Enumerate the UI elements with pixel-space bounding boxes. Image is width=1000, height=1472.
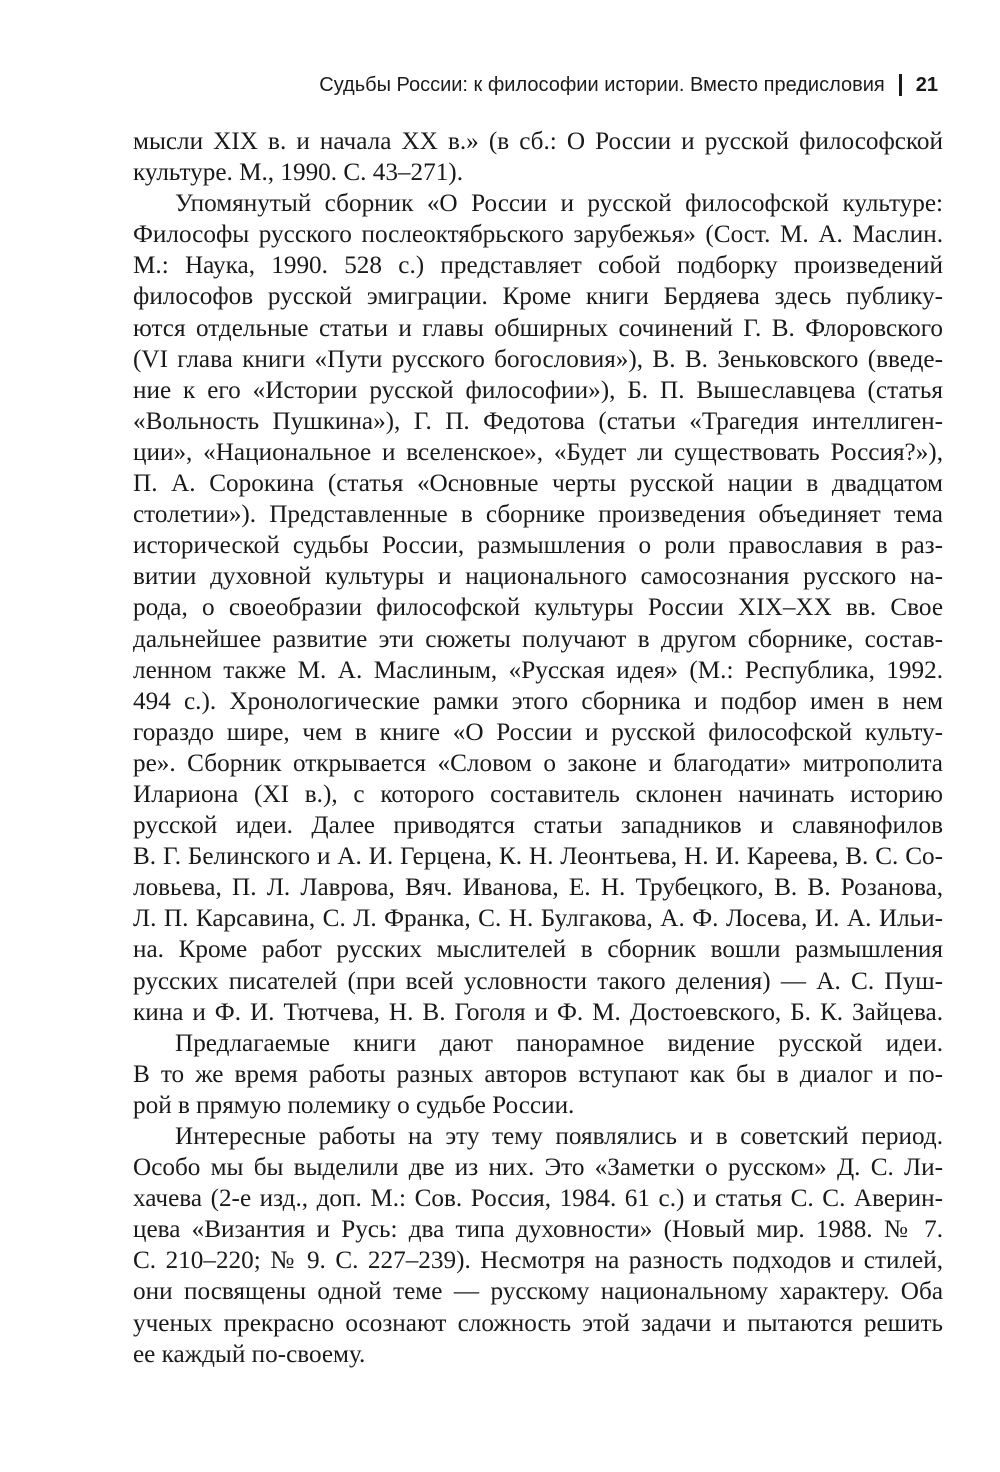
text-line: мысли XIX в. и начала XX в.» (в сб.: О России и русской философской (133, 128, 943, 155)
text-line: витии духовной культуры и национального самосознания русского на- (133, 563, 943, 591)
text-line: (VI глава книги «Пути русского богословия»), В. В. Зеньковского (введе- (133, 345, 943, 373)
text-line: хачева (2-е изд., доп. М.: Сов. Россия, 1984. 61 с.) и статья С. С. Аверин- (133, 1185, 943, 1213)
running-title: Судьбы России: к философии истории. Вместо предисловия (319, 73, 885, 96)
page-body (133, 126, 943, 1370)
text-line: ее каждый по-своему. (133, 1340, 366, 1368)
text-line: ние к его «Истории русской философии»), Б. П. Вышеславцева (статья (133, 376, 943, 404)
paragraph-start-line: Упомянутый сборник «О России и русской философской культуре: (175, 190, 943, 218)
text-line: В. Г. Белинского и А. И. Герцена, К. Н. Леонтьева, Н. И. Кареева, В. С. Со- (133, 843, 943, 871)
paragraph-start-line: Предлагаемые книги дают панорамное видение русской идеи. (175, 1029, 943, 1057)
text-line: С. 210–220; № 9. С. 227–239). Несмотря на разность подходов и стилей, (133, 1247, 943, 1275)
text-line: 494 с.). Хронологические рамки этого сборника и подбор имен в нем (133, 687, 943, 715)
text-line: исторической судьбы России, размышления о роли православия в раз- (133, 532, 943, 560)
text-line: «Вольность Пушкина»), Г. П. Федотова (статьи «Трагедия интеллиген- (133, 407, 943, 435)
header-separator (899, 74, 902, 96)
text-line: рода, о своеобразии философской культуры России XIX–XX вв. Свое (133, 594, 943, 622)
text-line: кина и Ф. И. Тютчева, Н. В. Гоголя и Ф. М. Достоевского, Б. К. Зайцева. (133, 998, 943, 1026)
text-line: на. Кроме работ русских мыслителей в сборник вошли размышления (133, 936, 943, 964)
text-line: культуре. М., 1990. С. 43–271). (133, 159, 463, 187)
text-line: ловьева, П. Л. Лаврова, Вяч. Иванова, Е. Н. Трубецкого, В. В. Розанова, (133, 874, 943, 902)
text-line: русских писателей (при всей условности такого деления) — А. С. Пуш- (133, 967, 943, 995)
text-line: дальнейшее развитие эти сюжеты получают в другом сборнике, состав- (133, 625, 943, 653)
text-line: русской идеи. Далее приводятся статьи западников и славянофилов (133, 812, 943, 840)
text-line: ученых прекрасно осознают сложность этой задачи и пытаются решить (133, 1309, 943, 1337)
text-line: П. А. Сорокина (статья «Основные черты русской нации в двадцатом (133, 470, 943, 498)
text-line: ленном также М. А. Маслиным, «Русская идея» (М.: Республика, 1992. (133, 656, 943, 684)
text-line: ции», «Национальное и вселенское», «Будет ли существовать Россия?»), (133, 438, 943, 466)
running-header (130, 70, 938, 100)
text-line: Л. П. Карсавина, С. Л. Франка, С. Н. Булгакова, А. Ф. Лосева, И. А. Ильи- (133, 905, 943, 933)
text-line: ются отдельные статьи и главы обширных сочинений Г. В. Флоровского (133, 314, 943, 342)
text-line: философов русской эмиграции. Кроме книги Бердяева здесь публику- (133, 283, 943, 311)
text-line: ре». Сборник открывается «Словом о законе и благодати» митрополита (133, 749, 943, 777)
text-line: столетии»). Представленные в сборнике произведения объединяет тема (133, 501, 943, 529)
page-number: 21 (915, 73, 938, 96)
paragraph-start-line: Интересные работы на эту тему появлялись и в советский период. (175, 1123, 943, 1150)
text-line: В то же время работы разных авторов вступают как бы в диалог и по- (133, 1060, 943, 1088)
text-line: Илариона (XI в.), с которого составитель склонен начинать историю (133, 780, 943, 808)
text-line: М.: Наука, 1990. 528 с.) представляет собой подборку произведений (133, 252, 943, 280)
text-line: Философы русского послеоктябрьского зарубежья» (Сост. М. А. Маслин. (133, 221, 943, 249)
text-line: гораздо шире, чем в книге «О России и русской философской культу- (133, 718, 943, 746)
text-line: они посвящены одной теме — русскому национальному характеру. Оба (133, 1278, 943, 1306)
text-line: цева «Византия и Русь: два типа духовности» (Новый мир. 1988. № 7. (133, 1216, 943, 1244)
text-line: Особо мы бы выделили две из них. Это «Заметки о русском» Д. С. Ли- (133, 1154, 943, 1182)
text-line: рой в прямую полемику о судьбе России. (133, 1091, 575, 1119)
